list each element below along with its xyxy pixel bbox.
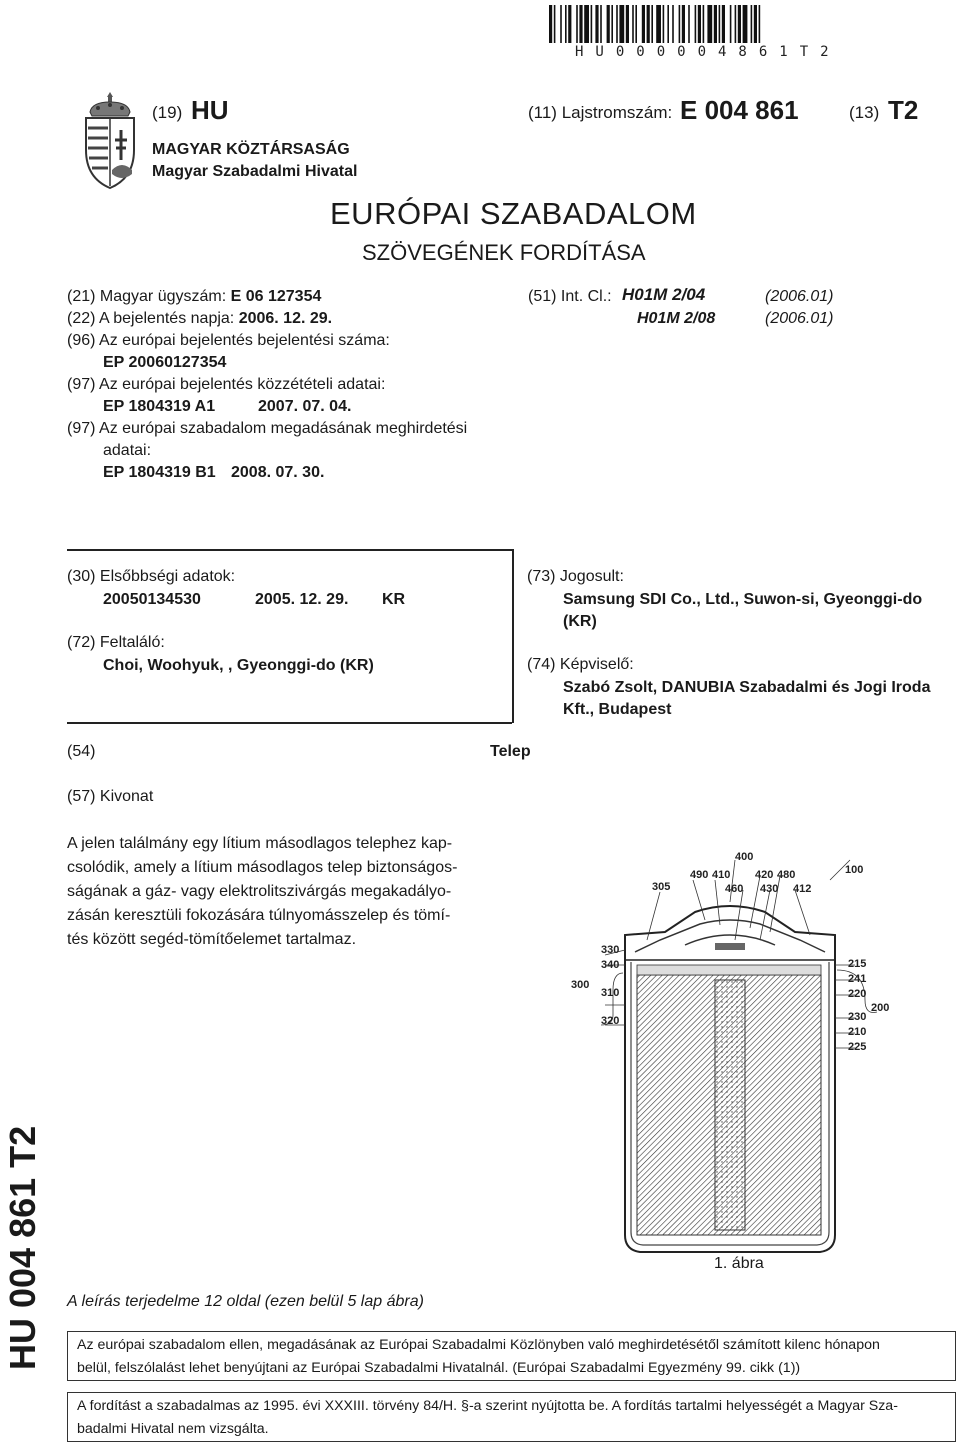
figure-label: 305 — [652, 881, 671, 893]
figure-label: 340 — [601, 959, 620, 971]
priority-number: 20050134530 — [103, 591, 201, 608]
field-97a-date: 2007. 07. 04. — [258, 398, 352, 415]
representative: Szabó Zsolt, DANUBIA Szabadalmi és Jogi Iroda — [563, 679, 931, 696]
barcode-bar — [576, 5, 578, 43]
proprietor: Samsung SDI Co., Ltd., Suwon-si, Gyeonggi-do — [563, 591, 923, 608]
field-97b-label-cont: adatai: — [103, 442, 152, 459]
divider — [67, 722, 512, 724]
barcode-bar — [735, 5, 737, 43]
figure-label: 100 — [845, 864, 864, 876]
field-97b-pub: EP 1804319 B1 — [103, 464, 216, 481]
field-97a-label: (97) Az európai bejelentés közzétételi adatai: — [67, 376, 386, 393]
barcode-bar — [738, 5, 741, 43]
barcode-number: HU000004861T2 — [575, 44, 841, 60]
barcode-bar — [560, 5, 562, 43]
barcode-bar — [647, 5, 650, 43]
notice-line: belül, felszólalást lehet benyújtani az Európai Szabadalmi Hivatalnál. (Európai Szabadalmi Egyezmény 99. cikk (1)) — [77, 1360, 801, 1376]
figure-label: 230 — [848, 1011, 867, 1023]
code-13: (13) — [849, 103, 880, 122]
ipc-code-1: H01M 2/04 — [622, 285, 706, 304]
barcode-bar — [595, 5, 598, 43]
barcode-bar — [703, 5, 705, 43]
field-22: (22) A bejelentés napja: 2006. 12. 29. — [67, 310, 333, 327]
divider — [512, 549, 514, 723]
figure-label: 330 — [601, 944, 620, 956]
figure-label: 215 — [848, 958, 867, 970]
barcode-bar — [591, 5, 593, 43]
barcode-bar — [642, 5, 645, 43]
doc-subtitle: SZÖVEGÉNEK FORDÍTÁSA — [362, 240, 646, 265]
field-97b-label: (97) Az európai szabadalom megadásának meghirdetési — [67, 420, 468, 437]
notice-line: A fordítást a szabadalmas az 1995. évi XXXIII. törvény 84/H. §-a szerint nyújtotta be. A fordítás tartalmi helyességét a Magyar Sza- — [77, 1398, 898, 1414]
field-72-label: (72) Feltaláló: — [67, 634, 165, 651]
figure-label: 420 — [755, 869, 774, 881]
doc-title: EURÓPAI SZABADALOM — [330, 196, 697, 231]
ipc-version-1: (2006.01) — [765, 288, 834, 305]
description-extent: A leírás terjedelme 12 oldal (ezen belül 5 lap ábra) — [67, 1293, 424, 1310]
barcode-bar — [607, 5, 610, 43]
figure-label: 310 — [601, 987, 620, 999]
sidebar-publication-number: HU 004 861 T2 — [2, 1125, 43, 1370]
barcode-bar — [754, 5, 757, 43]
figure-label: 220 — [848, 988, 867, 1000]
field-21: (21) Magyar ügyszám: E 06 127354 — [67, 288, 322, 305]
field-74-label: (74) Képviselő: — [527, 656, 634, 673]
barcode-bar — [549, 5, 552, 43]
abstract-line: csolódik, amely a lítium másodlagos telep biztonságos- — [67, 859, 458, 876]
barcode-bar — [759, 5, 761, 43]
priority-date: 2005. 12. 29. — [255, 591, 349, 608]
barcode-bar — [688, 5, 690, 43]
barcode-bar — [719, 5, 721, 43]
barcode-bar — [679, 5, 681, 43]
opposition-notice — [67, 1331, 956, 1381]
barcode-bar — [584, 5, 589, 43]
barcode-bar — [672, 5, 674, 43]
priority-country: KR — [382, 591, 406, 608]
notice-line: badalmi Hivatal nem vizsgálta. — [77, 1421, 269, 1437]
barcode — [549, 5, 905, 43]
barcode-bar — [743, 5, 748, 43]
field-30-label: (30) Elsőbbségi adatok: — [67, 568, 236, 585]
barcode-bar — [579, 5, 582, 43]
figure-label: 460 — [725, 883, 744, 895]
barcode-bar — [632, 5, 634, 43]
barcode-bar — [707, 5, 712, 43]
inventor: Choi, Woohyuk, , Gyeonggi-do (KR) — [103, 657, 374, 674]
barcode-bar — [600, 5, 602, 43]
figure-label: 412 — [793, 883, 812, 895]
field-73-label: (73) Jogosult: — [527, 568, 624, 585]
abstract-line: zásán keresztüli fokozására túlnyomásszelep és tömí- — [67, 907, 451, 924]
abstract-line: ságának a gáz- vagy elektrolitszivárgás megakadályo- — [67, 883, 452, 900]
coat-of-arms-icon — [80, 90, 140, 190]
barcode-bar — [565, 5, 567, 43]
figure-caption: 1. ábra — [714, 1255, 764, 1272]
kind-code: T2 — [888, 95, 919, 125]
figure-label: 300 — [571, 979, 590, 991]
barcode-bar — [695, 5, 697, 43]
barcode-bar — [611, 5, 613, 43]
field-54-label: (54) — [67, 743, 96, 760]
barcode-bar — [554, 5, 556, 43]
figure-label: 320 — [601, 1015, 620, 1027]
org-name: MAGYAR KÖZTÁRSASÁG — [152, 141, 350, 158]
field-97b-date: 2008. 07. 30. — [231, 464, 325, 481]
field-97a-pub: EP 1804319 A1 — [103, 398, 216, 415]
abstract-line: tés között segéd-tömítőelemet tartalmaz. — [67, 931, 357, 948]
field-96-label: (96) Az európai bejelentés bejelentési száma: — [67, 332, 390, 349]
barcode-bar — [714, 5, 717, 43]
figure-label: 430 — [760, 883, 779, 895]
figure-label: 210 — [848, 1026, 867, 1038]
field-51-label: (51) Int. Cl.: — [528, 288, 612, 305]
barcode-bar — [656, 5, 661, 43]
figure-label: 400 — [735, 851, 754, 863]
barcode-bar — [616, 5, 618, 43]
invention-title: Telep — [490, 743, 531, 760]
code-19: (19) — [152, 103, 183, 122]
barcode-bar — [751, 5, 753, 43]
notice-line: Az európai szabadalom ellen, megadásának az Európai Szabadalmi Közlönyben való meghirdetésétől számított kilenc hónapon — [77, 1337, 880, 1353]
abstract-line: A jelen találmány egy lítium másodlagos telephez kap- — [67, 835, 453, 852]
ipc-version-2: (2006.01) — [765, 310, 834, 327]
barcode-bar — [663, 5, 665, 43]
representative-cont: Kft., Budapest — [563, 701, 672, 718]
barcode-bar — [626, 5, 629, 43]
field-96-value: EP 20060127354 — [103, 354, 227, 371]
abstract — [67, 832, 461, 952]
figure-label: 200 — [871, 1002, 890, 1014]
barcode-bar — [619, 5, 624, 43]
battery-figure — [565, 840, 890, 1265]
ipc-code-2: H01M 2/08 — [637, 310, 716, 327]
barcode-bar — [667, 5, 669, 43]
proprietor-cont: (KR) — [563, 613, 597, 630]
field-57-label: (57) Kivonat — [67, 788, 154, 805]
figure-label: 490 — [690, 869, 709, 881]
registration-number: E 004 861 — [680, 95, 799, 125]
barcode-bar — [568, 5, 571, 43]
barcode-bar — [651, 5, 653, 43]
figure-label: 480 — [777, 869, 796, 881]
translation-notice — [67, 1392, 956, 1442]
code-11-label: (11) Lajstromszám: — [528, 103, 673, 122]
office-name: Magyar Szabadalmi Hivatal — [152, 163, 358, 180]
barcode-bar — [682, 5, 685, 43]
barcode-bar — [698, 5, 701, 43]
barcode-bar — [730, 5, 732, 43]
figure-label: 410 — [712, 869, 731, 881]
country-code: HU — [191, 95, 229, 125]
figure-label: 241 — [848, 973, 867, 985]
barcode-bar — [635, 5, 637, 43]
figure-label: 225 — [848, 1041, 867, 1053]
barcode-bar — [722, 5, 725, 43]
divider — [67, 549, 512, 551]
